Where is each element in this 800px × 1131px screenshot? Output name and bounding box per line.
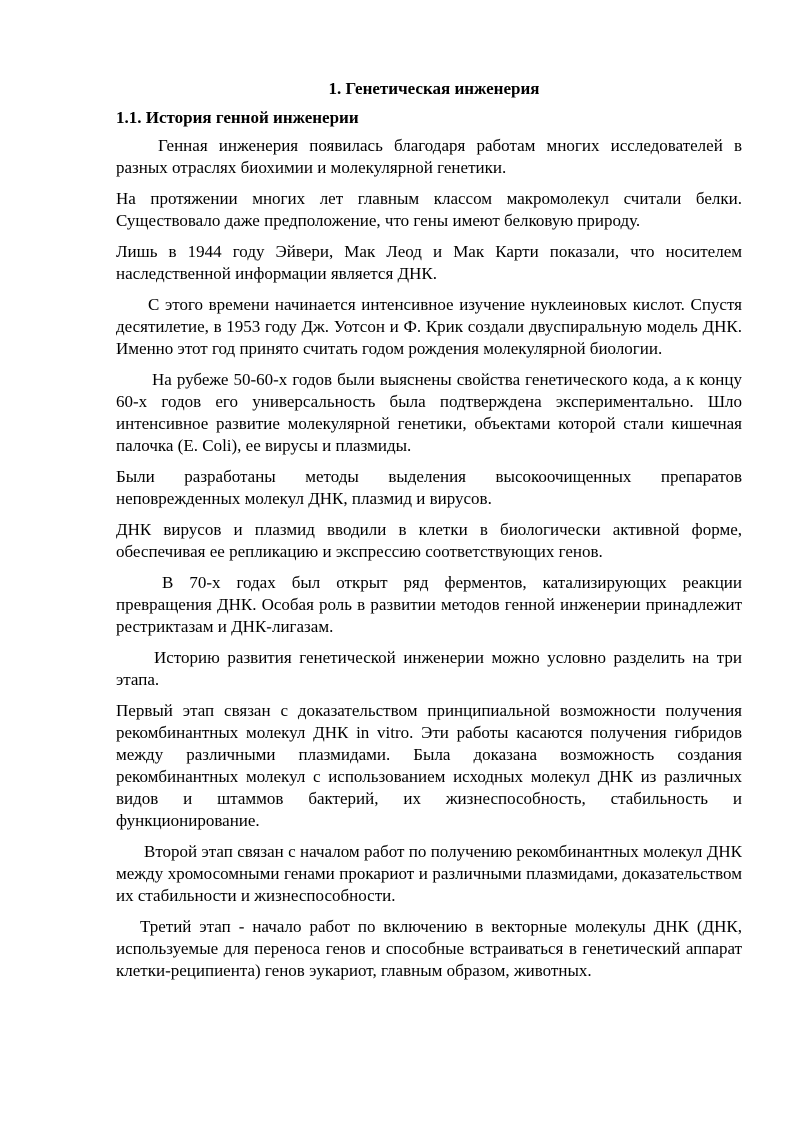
paragraph: Историю развития генетической инженерии можно условно разделить на три этапа.	[116, 648, 742, 689]
paragraph: В 70-х годах был открыт ряд ферментов, катализирующих реакции превращения ДНК. Особая роль в развитии методов генной инженерии принадлежит рестриктазам и ДНК-лигазам.	[116, 573, 742, 636]
paragraph: Генная инженерия появилась благодаря работам многих исследователей в разных отраслях биохимии и молекулярной генетики.	[116, 136, 742, 177]
paragraph: На рубеже 50-60-х годов были выяснены свойства генетического кода, а к концу 60-х годов его универсальность была подтверждена экспериментально. Шло интенсивное развитие молекулярной генетики, объектами которой стали кишечная палочка (E. Coli), ее вирусы и плазмиды.	[116, 370, 742, 455]
paragraph: Третий этап - начало работ по включению в векторные молекулы ДНК (ДНК, используемые для переноса генов и способные встраиваться в генетический аппарат клетки-реципиента) генов эукариот, главным образом, животных.	[116, 917, 742, 980]
paragraph: Лишь в 1944 году Эйвери, Мак Леод и Мак Карти показали, что носителем наследственной информации является ДНК.	[116, 242, 742, 283]
paragraph: Были разработаны методы выделения высокоочищенных препаратов неповрежденных молекул ДНК, плазмид и вирусов.	[116, 467, 742, 508]
paragraph: ДНК вирусов и плазмид вводили в клетки в биологически активной форме, обеспечивая ее репликацию и экспрессию соответствующих генов.	[116, 520, 742, 561]
section-title: 1. Генетическая инженерия	[328, 79, 540, 98]
subsection-title: 1.1. История генной инженерии	[116, 108, 359, 127]
paragraph: С этого времени начинается интенсивное изучение нуклеиновых кислот. Спустя десятилетие, в 1953 году Дж. Уотсон и Ф. Крик создали двуспиральную модель ДНК. Именно этот год принято считать годом рождения молекулярной биологии.	[116, 295, 742, 358]
paragraph: Первый этап связан с доказательством принципиальной возможности получения рекомбинантных молекул ДНК in vitro. Эти работы касаются получения гибридов между различными плазмидами. Была доказана возможность создания рекомбинантных молекул с использованием исходных молекул ДНК из различных видов и штаммов бактерий, их жизнеспособность, стабильность и функционирование.	[116, 701, 742, 830]
paragraph: Второй этап связан с началом работ по получению рекомбинантных молекул ДНК между хромосомными генами прокариот и различными плазмидами, доказательством их стабильности и жизнеспособности.	[116, 842, 742, 905]
paragraph: На протяжении многих лет главным классом макромолекул считали белки. Существовало даже предположение, что гены имеют белковую природу.	[116, 189, 742, 230]
